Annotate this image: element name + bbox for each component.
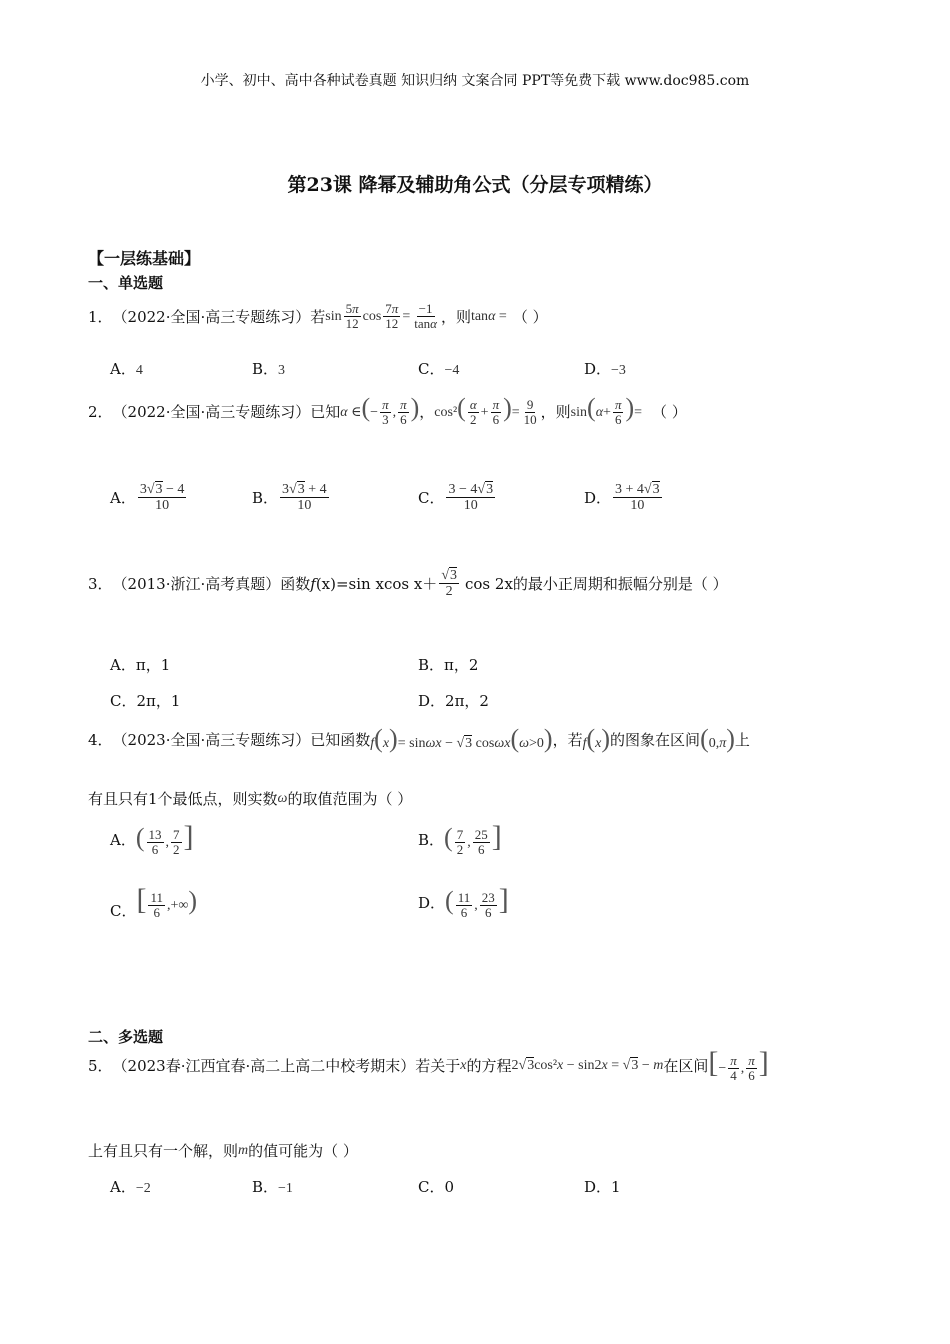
q4-option-d: D． ( $\frac{11}{6}$ , $\frac{23}{6}$ ]	[418, 883, 509, 921]
q5-variable: x	[460, 1057, 467, 1073]
q4-if: ，若	[552, 730, 583, 749]
q2-then: ，则	[540, 402, 571, 421]
q2-option-d: D． $\frac{3 + 4√3}{10}$	[584, 482, 660, 514]
q4-graph-text: 的图象在区间	[610, 730, 701, 749]
q1-option-d: D．−3	[584, 360, 626, 378]
q4-number: 4．	[88, 730, 113, 749]
q3-function-name: f	[310, 574, 316, 593]
q1-formula: sin $\frac{5\pi}{12}$ cos $\frac{7\pi}{12}$ = $\frac{-1}{\tan\alpha}$	[325, 301, 437, 332]
question-4	[88, 726, 750, 752]
q3-source: （2013·浙江·高考真题）函数	[112, 575, 311, 594]
q2-option-c: C． $\frac{3 - 4√3}{10}$	[418, 482, 494, 514]
q2-condition: cos²( $\frac{\alpha}{2}$ + $\frac{\pi}{6}$ )= $\frac{9}{10}$	[434, 393, 537, 428]
q5-interval: [− $\frac{\pi}{4}$ , $\frac{\pi}{6}$ ]	[708, 1046, 769, 1084]
section-multiple-choice: 二、多选题	[88, 1028, 164, 1046]
question-2	[88, 395, 687, 428]
q4-on: 上	[734, 730, 750, 749]
q4-function: f(x)= sinωx − √3 cosωx(ω>0)	[370, 724, 553, 753]
q3-option-b: B．π，2	[418, 656, 479, 674]
page-header: 小学、初中、高中各种试卷真题 知识归纳 文案合同 PPT等免费下载 www.doc985.com	[200, 73, 750, 89]
q4-line2-end: 的取值范围为（ ）	[287, 790, 413, 808]
q2-domain: α ∈(− $\frac{\pi}{3}$ , $\frac{\pi}{6}$ )	[340, 393, 420, 428]
q5-equation: 2√3cos²x − sin2x = √3 − m	[511, 1057, 664, 1073]
q5-option-d: D．1	[584, 1178, 621, 1196]
q4-fx: f(x)	[582, 724, 611, 753]
q5-line-2	[88, 1140, 358, 1161]
q4-line-2	[88, 788, 412, 809]
q4-option-a: A． ( $\frac{13}{6}$ , $\frac{7}{2}$ ]	[110, 820, 194, 858]
q2-target: sin(α+ $\frac{\pi}{6}$ )=	[570, 393, 643, 428]
question-1	[88, 302, 548, 332]
q5-option-b: B．−1	[252, 1178, 293, 1196]
q1-then: ，则	[440, 308, 471, 327]
q5-source: （2023春·江西宜春·高二上高二中校考期末）若关于	[112, 1057, 461, 1076]
q4-option-c: C． [ $\frac{11}{6}$ ,+∞)	[110, 883, 198, 921]
q3-expression: (x)=sin xcos x＋	[315, 575, 438, 594]
q3-option-d: D．2π，2	[418, 692, 489, 710]
q2-option-a: A． $\frac{3√3 - 4}{10}$	[110, 482, 185, 514]
q5-m: m	[238, 1142, 249, 1158]
q5-equation-text: 的方程	[466, 1057, 512, 1076]
q4-source: （2023·全国·高三专题练习）已知函数	[112, 730, 371, 749]
q4-option-b: B． ( $\frac{7}{2}$ , $\frac{25}{6}$ ]	[418, 820, 502, 858]
q5-line2-end: 的值可能为（ ）	[248, 1142, 358, 1160]
q3-cos-term: cos 2x	[465, 574, 513, 593]
q1-option-a: A．4	[110, 360, 143, 378]
section-single-choice: 一、单选题	[88, 274, 164, 292]
q5-option-a: A．−2	[110, 1178, 151, 1196]
q3-coefficient: $\frac{√3}{2}$	[441, 568, 457, 600]
q1-source: （2022·全国·高三专题练习）若	[112, 308, 326, 327]
question-5	[88, 1048, 769, 1084]
q3-number: 3．	[88, 575, 113, 594]
q5-interval-text: 在区间	[663, 1057, 709, 1076]
tier-heading: 【一层练基础】	[88, 249, 201, 268]
q1-number: 1．	[88, 308, 113, 327]
q2-source: （2022·全国·高三专题练习）已知	[112, 402, 341, 421]
q4-omega: ω	[277, 790, 288, 806]
q1-option-c: C．−4	[418, 360, 460, 378]
question-3	[88, 568, 728, 600]
q4-interval: (0,π)	[700, 724, 735, 753]
q5-number: 5．	[88, 1057, 113, 1076]
q3-option-a: A．π，1	[110, 656, 171, 674]
q5-option-c: C．0	[418, 1178, 455, 1196]
q2-blank: （ ）	[652, 402, 687, 421]
q3-option-c: C．2π，1	[110, 692, 181, 710]
q3-rest: 的最小正周期和振幅分别是（ ）	[512, 575, 728, 594]
q1-target: tanα =	[470, 308, 507, 324]
q2-comma: ，	[419, 402, 435, 421]
q4-line2-start: 有且只有1个最低点，则实数	[88, 790, 278, 808]
q2-option-b: B． $\frac{3√3 + 4}{10}$	[252, 482, 327, 514]
q1-blank: （ ）	[512, 308, 548, 327]
q5-line2-start: 上有且只有一个解，则	[88, 1142, 239, 1160]
q1-option-b: B．3	[252, 360, 286, 378]
q2-number: 2．	[88, 402, 113, 421]
page-title: 第23课 降幂及辅助角公式（分层专项精练）	[287, 174, 663, 196]
